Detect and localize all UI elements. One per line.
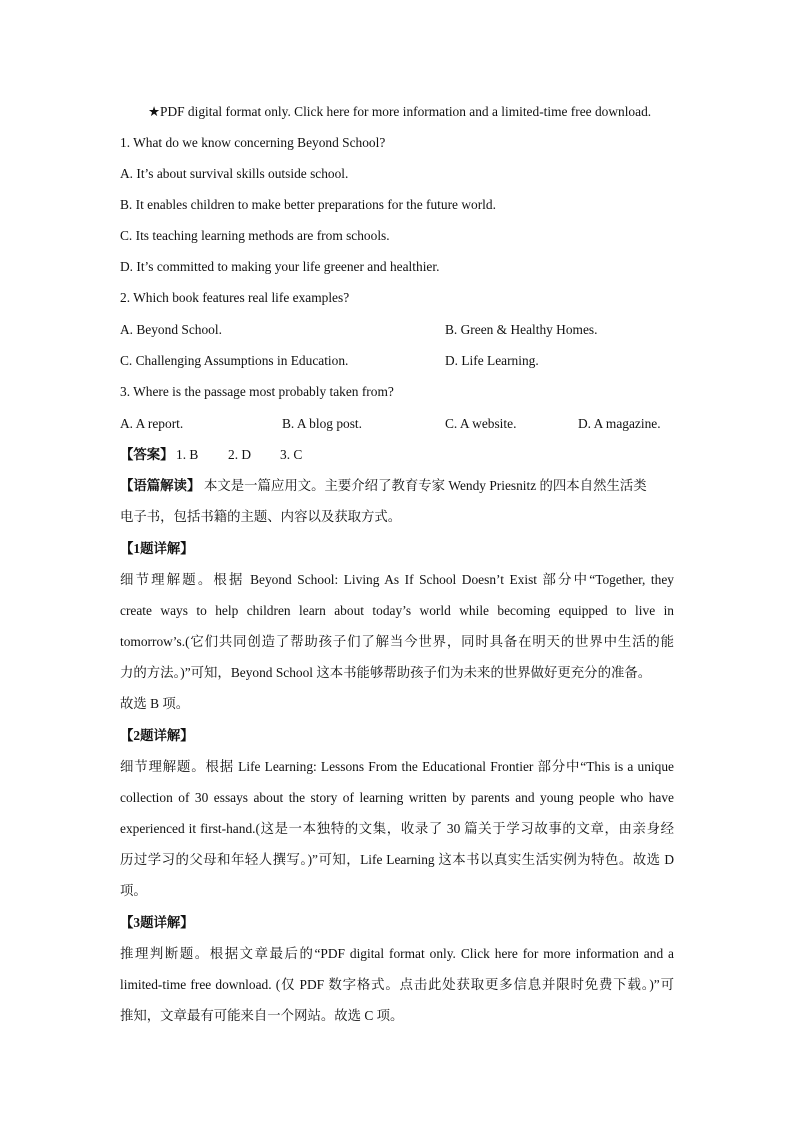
explanation-1-line-1: 细节理解题。根据 Beyond School: Living As If School Doesn’t Exist 部分中“Together, they bbox=[120, 572, 674, 587]
question-2-option-b: B. Green & Healthy Homes. bbox=[445, 322, 598, 337]
explanation-2-heading: 【2题详解】 bbox=[120, 728, 194, 743]
answer-item-1: 1. B bbox=[176, 447, 199, 462]
explanation-3-heading: 【3题详解】 bbox=[120, 915, 194, 930]
answer-item-3: 3. C bbox=[280, 447, 303, 462]
question-2-stem: 2. Which book features real life examples? bbox=[120, 290, 350, 305]
explanation-2-line-1: 细节理解题。根据 Life Learning: Lessons From the Educational Frontier 部分中“This is a unique bbox=[120, 759, 674, 774]
explanation-2-line-2: collection of 30 essays about the story of learning written by parents and young people who have bbox=[120, 790, 674, 805]
explanation-1-heading: 【1题详解】 bbox=[120, 541, 194, 556]
explanation-1-line-5: 故选 B 项。 bbox=[120, 696, 190, 711]
passage-reading-line-1: 本文是一篇应用文。主要介绍了教育专家 Wendy Priesnitz 的四本自然生活类 bbox=[204, 478, 647, 493]
passage-reading-label: 【语篇解读】 bbox=[120, 478, 201, 493]
explanation-1-line-2: create ways to help children learn about today’s world while becoming equipped to live in bbox=[120, 603, 674, 618]
explanation-3-line-1: 推理判断题。根据文章最后的“PDF digital format only. Click here for more information and a bbox=[120, 946, 674, 961]
explanation-2-line-3: experienced it first-hand.(这是一本独特的文集，收录了 30 篇关于学习故事的文章，由亲身经 bbox=[120, 821, 674, 836]
answer-label: 【答案】 bbox=[120, 447, 174, 462]
question-3-option-d: D. A magazine. bbox=[578, 416, 661, 431]
question-2-option-c: C. Challenging Assumptions in Education. bbox=[120, 353, 349, 368]
intro-note: ★PDF digital format only. Click here for more information and a limited-time free download. bbox=[148, 104, 652, 119]
question-2-option-d: D. Life Learning. bbox=[445, 353, 539, 368]
question-3-option-c: C. A website. bbox=[445, 416, 517, 431]
question-1-option-c: C. Its teaching learning methods are from schools. bbox=[120, 228, 390, 243]
explanation-3-line-2: limited-time free download. (仅 PDF 数字格式。点击此处获取更多信息并限时免费下载。)”可 bbox=[120, 977, 674, 992]
question-3-option-a: A. A report. bbox=[120, 416, 184, 431]
explanation-2-line-4: 历过学习的父母和年轻人撰写。)”可知，Life Learning 这本书以真实生活实例为特色。故选 D bbox=[120, 852, 674, 867]
answer-item-2: 2. D bbox=[228, 447, 252, 462]
question-1-option-a: A. It’s about survival skills outside school. bbox=[120, 166, 349, 181]
passage-reading-line-2: 电子书，包括书籍的主题、内容以及获取方式。 bbox=[120, 509, 402, 524]
question-1-option-d: D. It’s committed to making your life greener and healthier. bbox=[120, 259, 440, 274]
question-3-stem: 3. Where is the passage most probably taken from? bbox=[120, 384, 394, 399]
question-3-option-b: B. A blog post. bbox=[282, 416, 362, 431]
question-2-option-a: A. Beyond School. bbox=[120, 322, 222, 337]
explanation-3-line-3: 推知，文章最有可能来自一个网站。故选 C 项。 bbox=[120, 1008, 404, 1023]
explanation-2-line-5: 项。 bbox=[120, 883, 147, 898]
explanation-1-line-3: tomorrow’s.(它们共同创造了帮助孩子们了解当今世界，同时具备在明天的世界中生活的能 bbox=[120, 634, 674, 649]
question-1-option-b: B. It enables children to make better preparations for the future world. bbox=[120, 197, 496, 212]
question-1-stem: 1. What do we know concerning Beyond School? bbox=[120, 135, 386, 150]
explanation-1-line-4: 力的方法。)”可知，Beyond School 这本书能够帮助孩子们为未来的世界做好更充分的准备。 bbox=[120, 665, 652, 680]
